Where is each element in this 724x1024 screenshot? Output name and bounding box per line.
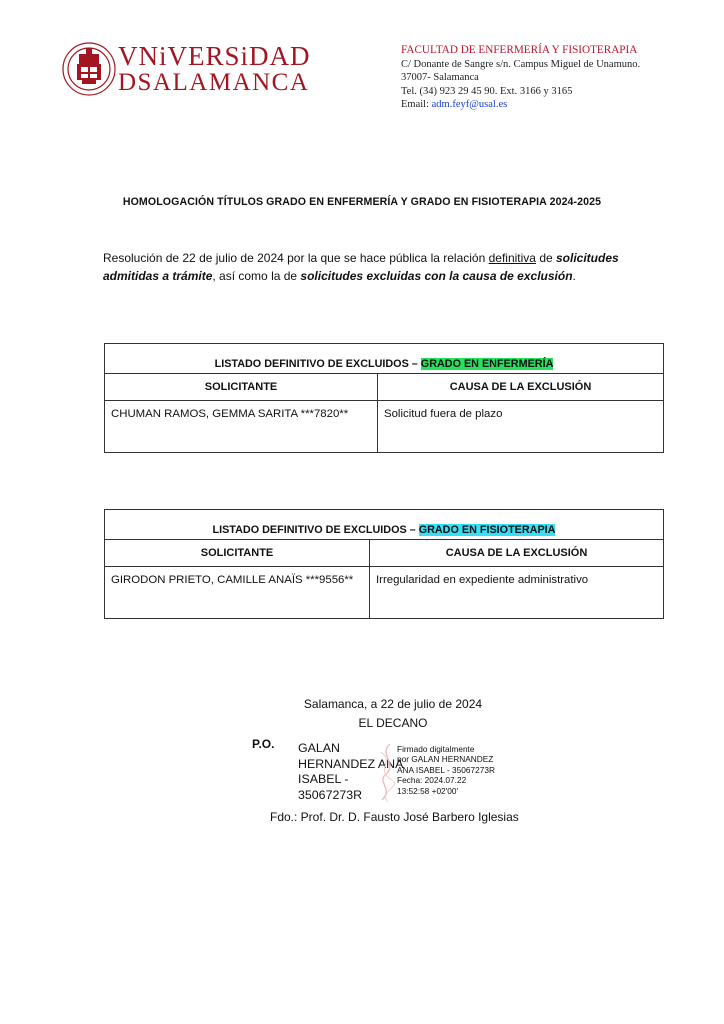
column-header-cause: CAUSA DE LA EXCLUSIÓN bbox=[370, 540, 664, 567]
column-header-applicant: SOLICITANTE bbox=[105, 540, 370, 567]
digital-sig-line: por GALAN HERNANDEZ bbox=[397, 754, 494, 765]
faculty-city: 37007- Salamanca bbox=[401, 72, 479, 84]
signer-line: HERNANDEZ ANA bbox=[298, 756, 404, 771]
wordmark-line-1: VNiVERSiDAD bbox=[118, 41, 311, 71]
dean-role: EL DECANO bbox=[358, 716, 428, 730]
faculty-email-line bbox=[401, 98, 640, 112]
digital-sig-line: ANA ISABEL - 35067273R bbox=[397, 764, 495, 775]
table-title-prefix: LISTADO DEFINITIVO DE EXCLUIDOS – bbox=[214, 358, 421, 370]
table-title bbox=[105, 510, 664, 540]
table-title-highlight: GRADO EN FISIOTERAPIA bbox=[418, 524, 556, 536]
table-row bbox=[105, 401, 664, 453]
applicant-cell: CHUMAN RAMOS, GEMMA SARITA ***7820** bbox=[105, 401, 378, 453]
resolution-paragraph bbox=[103, 249, 633, 285]
digital-sig-line: Fecha: 2024.07.22 bbox=[397, 775, 467, 786]
signed-by-line: Fdo.: Prof. Dr. D. Fausto José Barbero Iglesias bbox=[270, 810, 519, 824]
resolution-text-1: Resolución de 22 de julio de 2024 por la que se hace pública la relación bbox=[103, 251, 489, 265]
excluded-table-physiotherapy bbox=[104, 509, 664, 619]
university-wordmark bbox=[118, 42, 311, 96]
resolution-bold-2: solicitudes excluidas con la causa de exclusión bbox=[300, 269, 573, 283]
email-label: Email: bbox=[401, 99, 429, 111]
resolution-text-4: . bbox=[572, 269, 576, 283]
digital-sig-line: Firmado digitalmente bbox=[397, 744, 475, 754]
signer-line: GALAN bbox=[298, 741, 341, 755]
email-link[interactable]: adm.feyf@usal.es bbox=[431, 99, 508, 111]
cause-cell: Solicitud fuera de plazo bbox=[378, 401, 664, 453]
resolution-bold-1: solicitudes admitidas a trámite bbox=[103, 251, 619, 283]
table-title-highlight: GRADO EN ENFERMERÍA bbox=[420, 358, 554, 370]
excluded-table-nursing bbox=[104, 343, 664, 453]
resolution-text-3: , así como la de bbox=[212, 269, 301, 283]
applicant-cell: GIRODON PRIETO, CAMILLE ANAÏS ***9556** bbox=[105, 567, 370, 619]
faculty-name: FACULTAD DE ENFERMERÍA Y FISIOTERAPIA bbox=[401, 44, 638, 56]
wordmark-line-2: DSALAMANCA bbox=[118, 69, 310, 96]
cause-cell: Irregularidad en expediente administrativo bbox=[370, 567, 664, 619]
column-header-cause: CAUSA DE LA EXCLUSIÓN bbox=[378, 374, 664, 401]
faculty-phone: Tel. (34) 923 29 45 90. Ext. 3166 y 3165 bbox=[401, 85, 573, 97]
document-title: HOMOLOGACIÓN TÍTULOS GRADO EN ENFERMERÍA Y GRADO EN FISIOTERAPIA 2024-2025 bbox=[122, 196, 602, 208]
signer-line: ISABEL - bbox=[298, 772, 349, 786]
resolution-underlined: definitiva bbox=[488, 251, 536, 265]
signer-line: 35067273R bbox=[298, 787, 363, 802]
digital-sig-line: 13:52:58 +02'00' bbox=[397, 785, 459, 796]
table-row bbox=[105, 567, 664, 619]
place-and-date: Salamanca, a 22 de julio de 2024 bbox=[303, 697, 483, 711]
table-title-prefix: LISTADO DEFINITIVO DE EXCLUIDOS – bbox=[212, 524, 419, 536]
column-header-applicant: SOLICITANTE bbox=[105, 374, 378, 401]
faculty-contact-block bbox=[401, 44, 640, 112]
por-orden-label: P.O. bbox=[252, 737, 275, 751]
digital-signature-details[interactable] bbox=[397, 744, 495, 796]
resolution-text-2: de bbox=[535, 251, 556, 265]
faculty-address: C/ Donante de Sangre s/n. Campus Miguel de Unamuno. bbox=[401, 58, 641, 70]
table-title bbox=[105, 344, 664, 374]
